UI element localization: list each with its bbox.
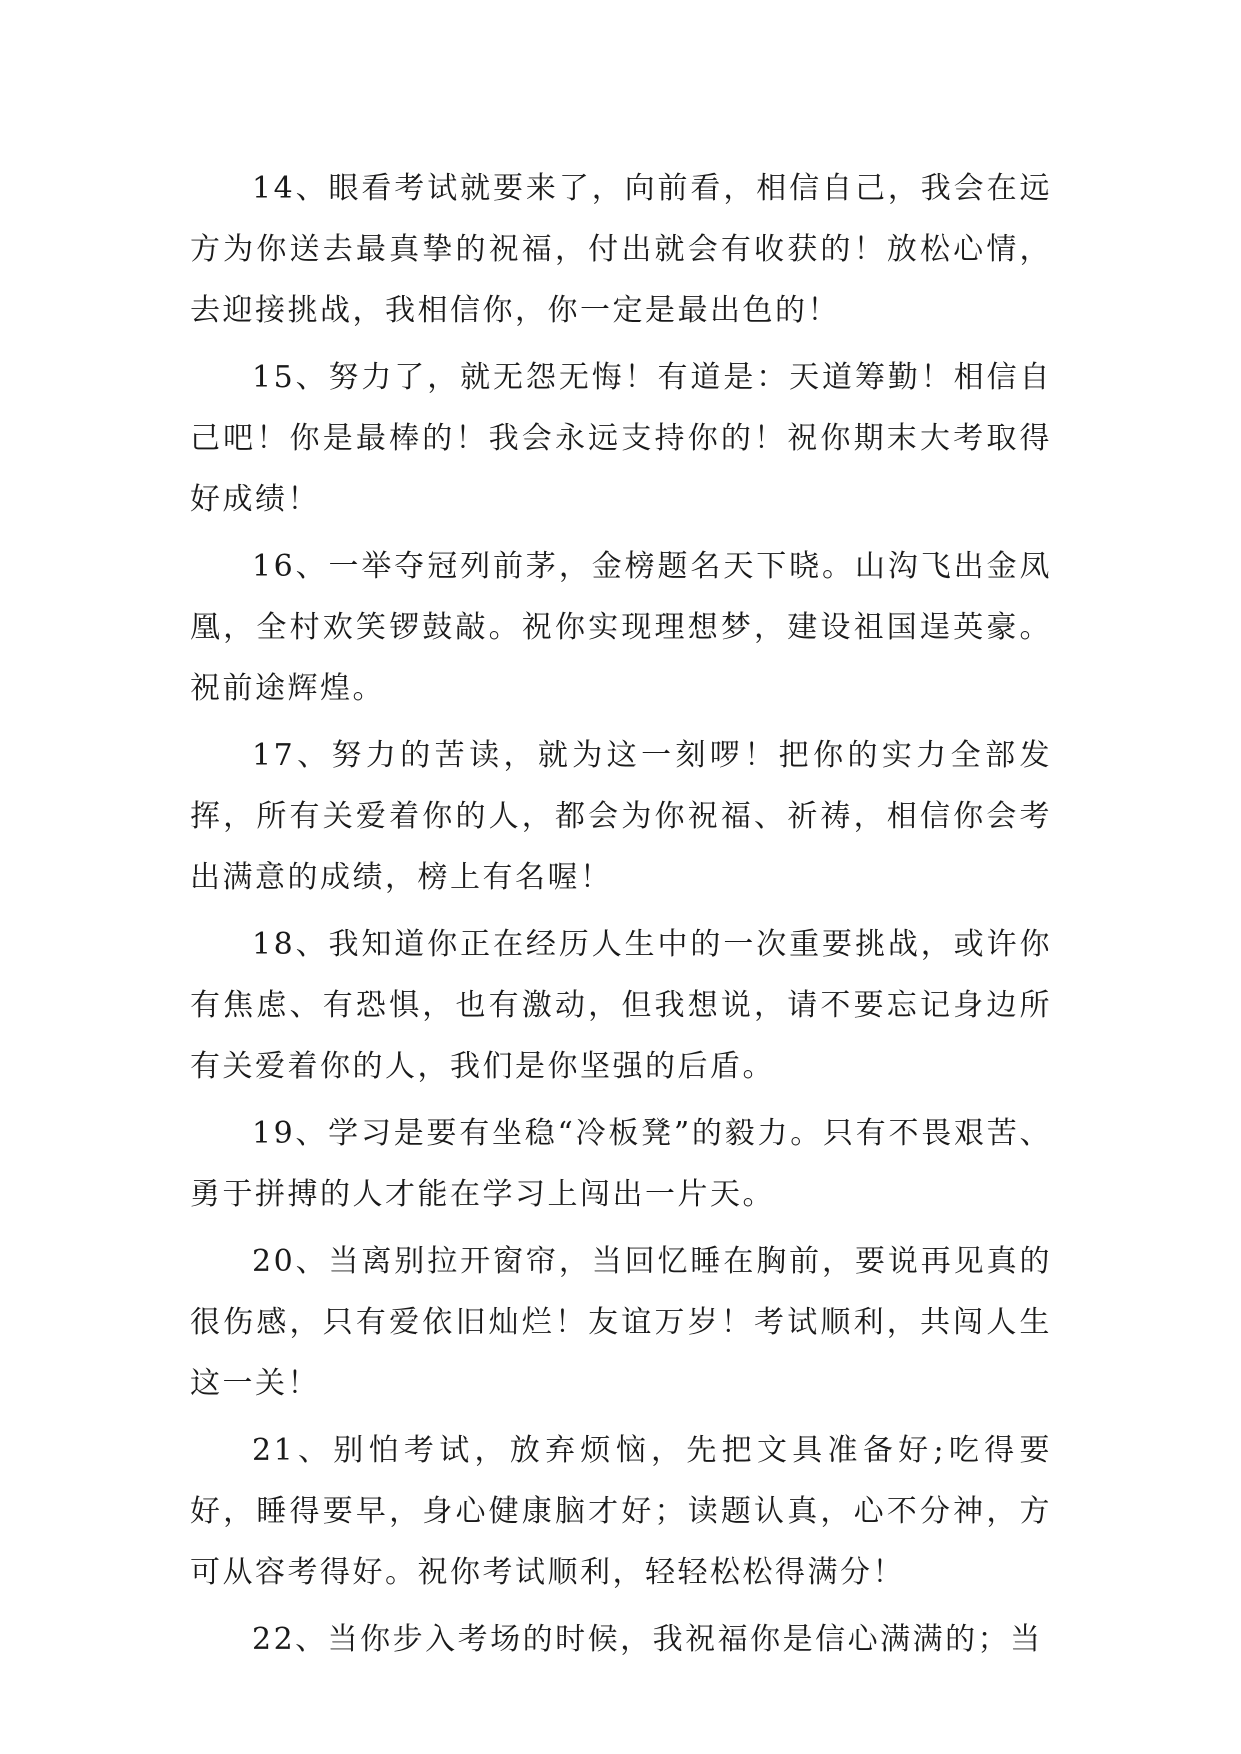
paragraph-17: 17、努力的苦读，就为这一刻啰！把你的实力全部发挥，所有关爱着你的人，都会为你祝福、祈祷，相信你会考出满意的成绩，榜上有名喔！	[190, 738, 1052, 895]
paragraph-19: 19、学习是要有坐稳“冷板凳”的毅力。只有不畏艰苦、勇于拼搏的人才能在学习上闯出一片天。	[190, 1116, 1052, 1212]
paragraph-21: 21、别怕考试，放弃烦恼，先把文具准备好;吃得要好，睡得要早，身心健康脑才好；读题认真，心不分神，方可从容考得好。祝你考试顺利，轻轻松松得满分！	[190, 1433, 1052, 1590]
paragraph-14: 14、眼看考试就要来了，向前看，相信自己，我会在远方为你送去最真挚的祝福，付出就会有收获的！放松心情，去迎接挑战，我相信你，你一定是最出色的！	[190, 171, 1052, 328]
document-body	[190, 158, 1052, 1676]
paragraph-16: 16、一举夺冠列前茅，金榜题名天下晓。山沟飞出金凤凰，全村欢笑锣鼓敲。祝你实现理想梦，建设祖国逞英豪。祝前途辉煌。	[190, 549, 1052, 706]
paragraph-15: 15、努力了，就无怨无悔！有道是：天道筹勤！相信自己吧！你是最棒的！我会永远支持你的！祝你期末大考取得好成绩！	[190, 360, 1052, 517]
paragraph-22: 22、当你步入考场的时候，我祝福你是信心满满的；当	[252, 1622, 1043, 1657]
paragraph-18: 18、我知道你正在经历人生中的一次重要挑战，或许你有焦虑、有恐惧，也有激动，但我想说，请不要忘记身边所有关爱着你的人，我们是你坚强的后盾。	[190, 927, 1052, 1084]
paragraph-20: 20、当离别拉开窗帘，当回忆睡在胸前，要说再见真的很伤感，只有爱依旧灿烂！友谊万岁！考试顺利，共闯人生这一关！	[190, 1244, 1052, 1401]
